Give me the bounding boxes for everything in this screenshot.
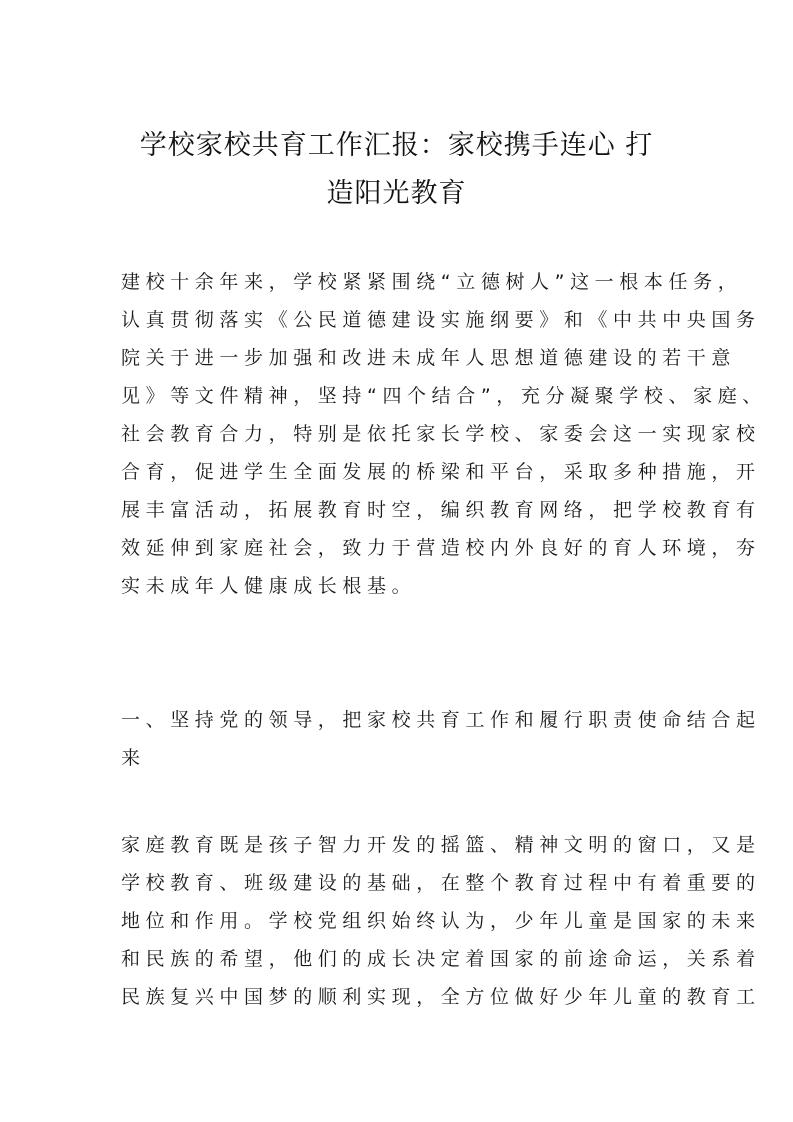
text-line: 效延伸到家庭社会，致力于营造校内外良好的育人环境，夯 [121,537,761,559]
text-line: 社会教育合力，特别是依托家长学校、家委会这一实现家校 [121,423,761,445]
text-line: 见》等文件精神，坚持“四个结合”，充分凝聚学校、家庭、 [121,385,767,407]
section-heading-1 [121,701,761,777]
text-line: 一、坚持党的领导，把家校共育工作和履行职责使命结合起 [121,709,761,731]
intro-paragraph [121,263,767,605]
text-line: 学校教育、班级建设的基础，在整个教育过程中有着重要的 [121,872,761,894]
text-line: 家庭教育既是孩子智力开发的摇篮、精神文明的窗口，又是 [121,834,761,856]
text-line: 实未成年人健康成长根基。 [121,575,417,597]
section-1-paragraph [121,826,761,1016]
text-line: 合育，促进学生全面发展的桥梁和平台，采取多种措施，开 [121,461,761,483]
title-line: 学校家校共育工作汇报：家校携手连心 打 [139,130,654,161]
text-line: 民族复兴中国梦的顺利实现，全方位做好少年儿童的教育工 [121,986,761,1008]
text-line: 地位和作用。学校党组织始终认为，少年儿童是国家的未来 [121,910,761,932]
text-line: 建校十余年来，学校紧紧围绕“立德树人”这一根本任务， [121,271,743,293]
text-line: 认真贯彻落实《公民道德建设实施纲要》和《中共中央国务 [121,309,761,331]
title-line: 造阳光教育 [326,178,467,209]
text-line: 院关于进一步加强和改进未成年人思想道德建设的若干意 [121,347,737,369]
document-title [110,122,683,218]
text-line: 和民族的希望，他们的成长决定着国家的前途命运，关系着 [121,948,761,970]
text-line: 来 [121,747,146,769]
text-line: 展丰富活动，拓展教育时空，编织教育网络，把学校教育有 [121,499,761,521]
